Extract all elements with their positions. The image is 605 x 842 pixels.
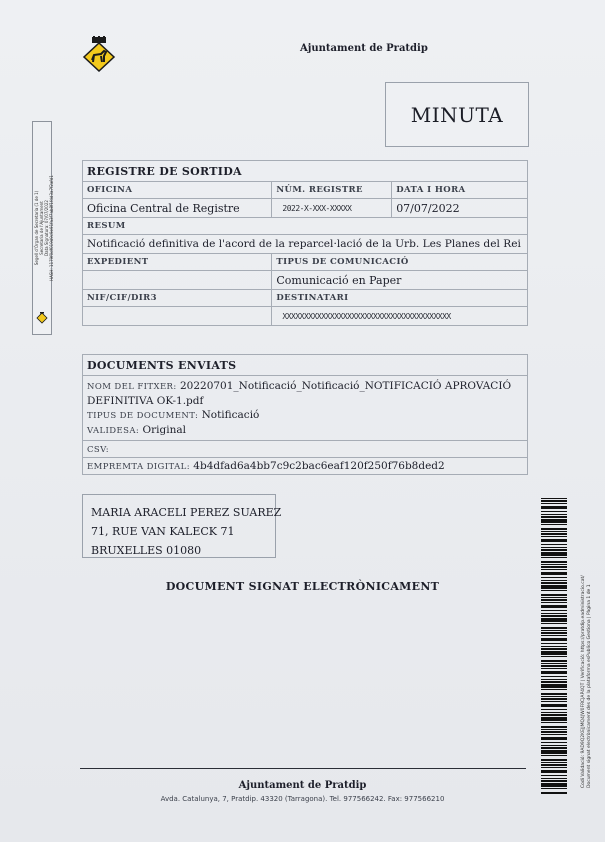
barcode-stripe: [541, 684, 567, 688]
recipient-label: DESTINATARI: [272, 290, 528, 307]
barcode-stripe: [541, 613, 567, 614]
barcode-stripe: [541, 594, 567, 596]
footer-divider: [80, 768, 526, 769]
fingerprint-row: [83, 458, 528, 475]
secretaria-seal: [32, 121, 52, 335]
barcode-stripe: [541, 722, 567, 723]
barcode-stripe: [541, 566, 567, 568]
csv-label: CSV:: [87, 445, 110, 455]
seal-shield-icon: [36, 312, 48, 324]
recipient-value: XXXXXXXXXXXXXXXXXXXXXXXXXXXXXXXXXXXXXXX: [272, 307, 528, 326]
barcode-stripe: [541, 745, 567, 746]
barcode-stripe: [541, 580, 567, 581]
barcode-stripe: [541, 498, 567, 499]
barcode-stripe: [541, 618, 567, 622]
barcode-stripe: [541, 750, 567, 754]
documents-table: [82, 354, 528, 475]
barcode-stripe: [541, 704, 567, 707]
barcode-stripe: [541, 717, 567, 721]
seal-line: Segell d'Òrgan de Secretaria (1 de 1): [34, 190, 39, 266]
file-value: [83, 271, 272, 290]
barcode-stripe: [541, 698, 567, 700]
barcode-stripe: [541, 792, 567, 794]
barcode-stripe: [541, 503, 567, 504]
barcode-stripe: [541, 646, 567, 647]
footer-org-name: Ajuntament de Pratdip: [238, 780, 367, 791]
office-label: OFICINA: [83, 182, 272, 199]
barcode-stripe: [541, 528, 567, 530]
barcode-stripe: [541, 775, 567, 776]
barcode-stripe: [541, 709, 567, 710]
filename-value: 20220701_Notificació_Notificació_NOTIFICACIÓ APROVACIÓ: [179, 380, 512, 392]
barcode-stripe: [541, 696, 567, 697]
barcode-stripe: [541, 731, 567, 733]
barcode-stripe: [541, 577, 567, 578]
nif-value: [83, 307, 272, 326]
barcode-stripe: [541, 615, 567, 617]
barcode-stripe: [541, 531, 567, 532]
address-city: BRUXELLES 01080: [91, 544, 202, 557]
csv-line-2: Document signat electrònicament des de la plataforma esPublico Gestiona | Pàgina 1 de 1: [587, 584, 592, 788]
fingerprint-label: EMPREMTA DIGITAL:: [87, 462, 190, 472]
barcode-stripe: [541, 737, 567, 740]
barcode-stripe: [541, 572, 567, 575]
barcode-stripe: [541, 539, 567, 542]
barcode-stripe: [541, 762, 567, 763]
barcode-stripe: [541, 679, 567, 680]
minuta-stamp: MINUTA: [385, 82, 529, 147]
municipal-shield-icon: [82, 36, 116, 72]
nif-label: NIF/CIF/DIR3: [83, 290, 272, 307]
barcode-stripe: [541, 569, 567, 570]
number-value: 2022-X-XXX-XXXXX: [272, 199, 392, 218]
seal-line: Secretaria de l'Ajuntament: [39, 201, 44, 255]
barcode-stripe: [541, 602, 567, 603]
barcode-stripe: [541, 547, 567, 548]
barcode-stripe: [541, 764, 567, 766]
csv-row: [83, 441, 528, 458]
barcode-stripe: [541, 714, 567, 716]
barcode-stripe: [541, 668, 567, 669]
barcode-stripe: [541, 742, 567, 743]
comm-type-label: TIPUS DE COMUNICACIÓ: [272, 254, 528, 271]
barcode-stripe: [541, 623, 567, 624]
filename-value-cont: DEFINITIVA OK-1.pdf: [87, 395, 204, 407]
datetime-label: DATA I HORA: [392, 182, 528, 199]
validity-value: Original: [142, 424, 186, 436]
barcode-stripe: [541, 582, 567, 584]
signed-note: DOCUMENT SIGNAT ELECTRÒNICAMENT: [165, 580, 440, 593]
barcode-stripe: [541, 506, 567, 509]
barcode-stripe: [541, 729, 567, 730]
barcode-stripe: [541, 533, 567, 535]
footer-address: Avda. Catalunya, 7, Pratdip. 43320 (Tarragona). Tel. 977566242. Fax: 977566210: [160, 795, 445, 803]
barcode-stripe: [541, 500, 567, 502]
barcode-stripe: [541, 590, 567, 591]
barcode-stripe: [541, 630, 567, 631]
filename-row: [83, 376, 528, 441]
barcode-stripe: [541, 557, 567, 558]
documents-title: DOCUMENTS ENVIATS: [83, 355, 528, 376]
barcode-stripe: [541, 561, 567, 563]
barcode-stripe: [541, 648, 567, 650]
barcode-stripe: [541, 632, 567, 634]
doctype-value: Notificació: [201, 409, 260, 421]
barcode-stripe: [541, 627, 567, 629]
address-name: MARIA ARACELI PEREZ SUAREZ: [91, 506, 282, 519]
barcode-stripe: [541, 597, 567, 598]
fingerprint-value: 4b4dfad6a4bb7c9c2bac6eaf120f250f76b8ded2: [193, 460, 445, 472]
csv-line-1: Codi Validació: 9AD9Q2KEJJMQ4JW0FRCJAP4QT | Verificació: https://pratdip.eadministracio.cat/: [581, 575, 586, 788]
barcode-stripe: [541, 519, 567, 523]
barcode-stripe: [541, 767, 567, 768]
barcode-stripe: [541, 770, 567, 773]
barcode-stripe: [541, 726, 567, 728]
barcode-stripe: [541, 755, 567, 756]
office-value: Oficina Central de Registre: [83, 199, 272, 218]
seal-line: Data Signatura: 07/07/2022: [44, 200, 49, 256]
barcode-stripe: [541, 638, 567, 641]
barcode-stripe: [541, 747, 567, 749]
barcode-stripe: [541, 676, 567, 677]
datetime-value: 07/07/2022: [392, 199, 528, 218]
filename-label: NOM DEL FITXER:: [87, 382, 177, 392]
barcode-stripe: [541, 681, 567, 683]
barcode-stripe: [541, 693, 567, 695]
barcode-stripe: [541, 536, 567, 537]
barcode-stripe: [541, 643, 567, 644]
barcode-stripe: [541, 663, 567, 664]
registry-table: [82, 160, 528, 326]
number-label: NÚM. REGISTRE: [272, 182, 392, 199]
barcode-stripe: [541, 524, 567, 525]
doctype-label: TIPUS DE DOCUMENT:: [87, 411, 199, 421]
barcode-stripe: [541, 712, 567, 713]
barcode-stripe: [541, 665, 567, 667]
summary-value: Notificació definitiva de l'acord de la reparcel·lació de la Urb. Les Planes del Rei: [83, 235, 528, 254]
barcode-stripe: [541, 585, 567, 589]
barcode-stripe: [541, 564, 567, 565]
summary-label: RESUM: [83, 218, 528, 235]
barcode-stripe: [541, 660, 567, 662]
comm-type-value: Comunicació en Paper: [272, 271, 528, 290]
address-street: 71, RUE VAN KALECK 71: [91, 525, 235, 538]
barcode-stripe: [541, 511, 567, 512]
seal-line: HASH: 1179f0df019d9c9e91fa3f7ab8f1fdd3a7f2afd1: [49, 175, 54, 281]
barcode-stripe: [541, 701, 567, 702]
csv-verification: [572, 492, 600, 792]
barcode-stripe: [541, 514, 567, 515]
recipient-address-box: [82, 494, 282, 558]
validity-label: VALIDESA:: [87, 426, 140, 436]
barcode-stripe: [541, 549, 567, 551]
registry-title: REGISTRE DE SORTIDA: [83, 161, 528, 182]
barcode-stripe: [541, 599, 567, 601]
barcode-stripe: [541, 689, 567, 690]
barcode-stripe: [541, 759, 567, 761]
barcode-stripe: [541, 671, 567, 674]
seal-text: [34, 123, 54, 333]
barcode-stripe: [541, 734, 567, 735]
barcode-stripe: [541, 516, 567, 518]
barcode-stripe: [541, 635, 567, 636]
barcode-stripe: [541, 651, 567, 655]
file-label: EXPEDIENT: [83, 254, 272, 271]
barcode-stripe: [541, 544, 567, 545]
barcode-stripe: [541, 778, 567, 779]
header-org-name: Ajuntament de Pratdip: [300, 43, 428, 54]
barcode-icon: [541, 498, 567, 794]
barcode-stripe: [541, 552, 567, 556]
barcode-stripe: [541, 605, 567, 608]
barcode-stripe: [541, 656, 567, 657]
barcode-stripe: [541, 610, 567, 611]
